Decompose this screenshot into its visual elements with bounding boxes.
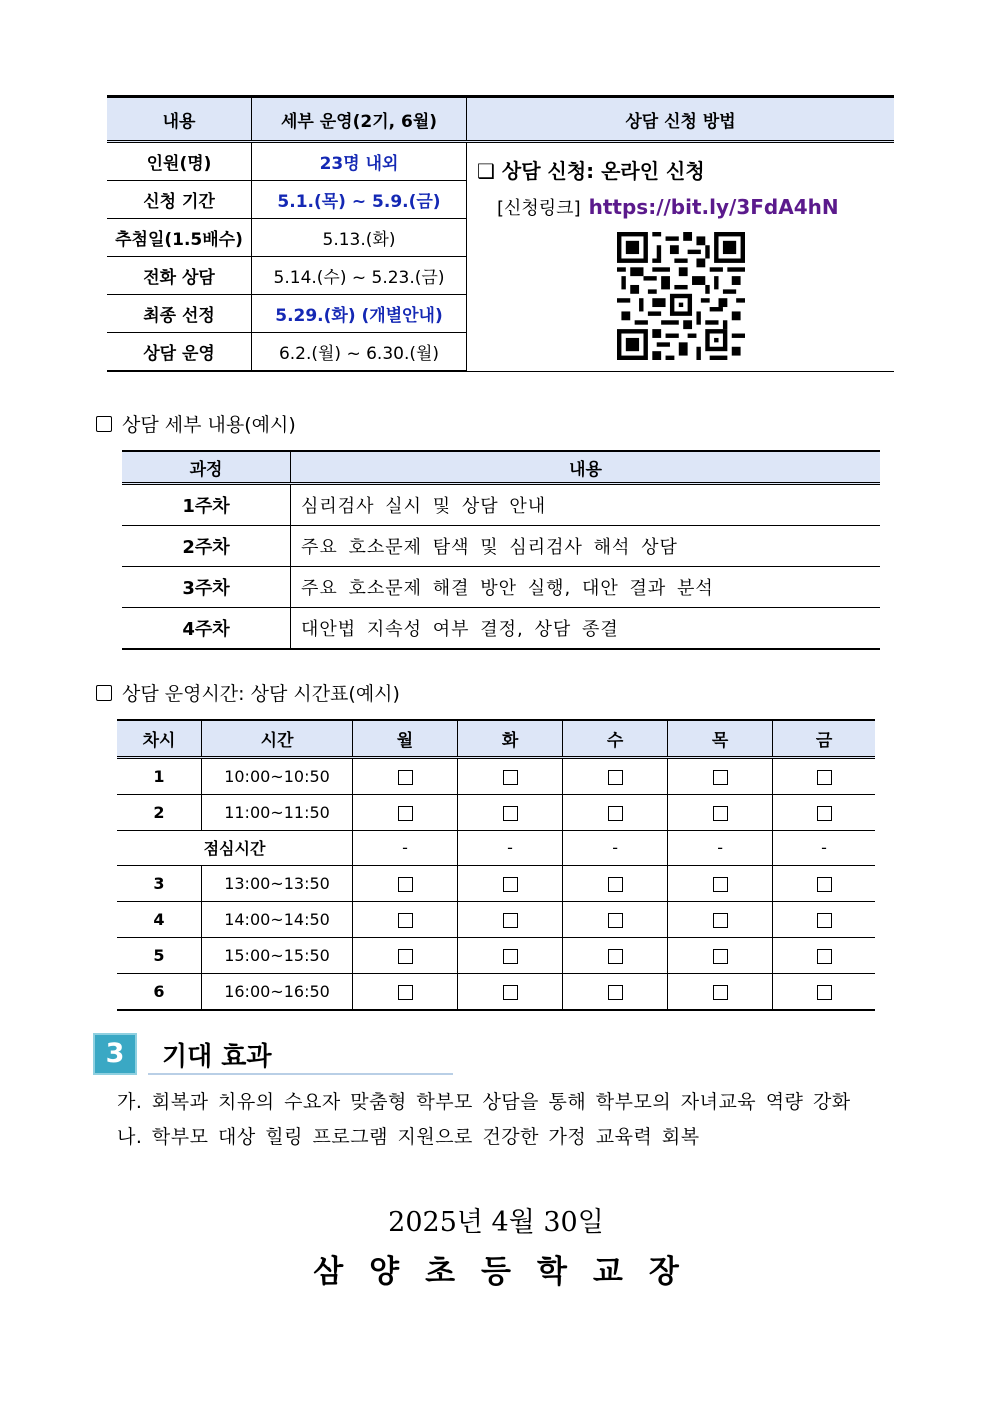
table-row — [122, 526, 880, 567]
schedule-table — [117, 719, 875, 1011]
slot-checkbox[interactable] — [398, 877, 413, 892]
slot-checkbox[interactable] — [713, 877, 728, 892]
session-number: 2 — [117, 794, 202, 830]
week-label: 2주차 — [122, 526, 291, 567]
table-row — [117, 937, 875, 973]
checkbox-icon — [96, 416, 112, 432]
detail-table — [122, 450, 880, 650]
row-value: 5.14.(수) ~ 5.23.(금) — [252, 257, 467, 295]
header-tue: 화 — [458, 720, 563, 758]
slot-checkbox[interactable] — [503, 770, 518, 785]
slot-checkbox[interactable] — [503, 806, 518, 821]
header-fri: 금 — [773, 720, 875, 758]
slot-checkbox[interactable] — [817, 877, 832, 892]
header-course: 과정 — [122, 451, 291, 484]
week-label: 4주차 — [122, 608, 291, 650]
slot-checkbox[interactable] — [713, 770, 728, 785]
section-underline — [148, 1073, 453, 1075]
header-method: 상담 신청 방법 — [467, 97, 895, 142]
slot-checkbox[interactable] — [398, 913, 413, 928]
slot-checkbox[interactable] — [817, 949, 832, 964]
week-content: 대안법 지속성 여부 결정, 상담 종결 — [291, 608, 881, 650]
slot-checkbox[interactable] — [608, 949, 623, 964]
effect-item: 가. 회복과 치유의 수요자 맞춤형 학부모 상담을 통해 학부모의 자녀교육 역량 강화 — [117, 1091, 851, 1113]
header-mon: 월 — [353, 720, 458, 758]
slot-checkbox[interactable] — [503, 913, 518, 928]
lunch-dash: - — [458, 830, 563, 866]
session-time: 16:00~16:50 — [202, 973, 353, 1009]
row-label: 최종 선정 — [107, 295, 252, 333]
link-line — [477, 194, 894, 220]
slot-checkbox[interactable] — [608, 985, 623, 1000]
method-title: ❑ 상담 신청: 온라인 신청 — [477, 159, 705, 183]
session-time: 15:00~15:50 — [202, 937, 353, 973]
row-label: 인원(명) — [107, 142, 252, 181]
session-time: 11:00~11:50 — [202, 794, 353, 830]
header-time: 시간 — [202, 720, 353, 758]
slot-checkbox[interactable] — [608, 877, 623, 892]
link-label: [신청링크] — [497, 198, 581, 219]
slot-checkbox[interactable] — [503, 877, 518, 892]
row-label: 전화 상담 — [107, 257, 252, 295]
slot-checkbox[interactable] — [817, 985, 832, 1000]
week-content: 주요 호소문제 탐색 및 심리검사 해석 상담 — [291, 526, 881, 567]
section-schedule-heading — [96, 679, 400, 706]
section-title: 기대 효과 — [162, 1042, 272, 1072]
lunch-dash: - — [773, 830, 875, 866]
slot-checkbox[interactable] — [398, 770, 413, 785]
header-session: 차시 — [117, 720, 202, 758]
section-detail-heading — [96, 410, 296, 437]
session-time: 10:00~10:50 — [202, 758, 353, 795]
school-principal: 삼양초등학교장 — [313, 1254, 705, 1290]
slot-checkbox[interactable] — [713, 913, 728, 928]
row-value: 5.29.(화) (개별안내) — [252, 295, 467, 333]
qr-code-icon[interactable] — [617, 232, 745, 360]
signup-link[interactable]: https://bit.ly/3FdA4hN — [588, 195, 839, 219]
row-value: 23명 내외 — [252, 142, 467, 181]
week-label: 1주차 — [122, 484, 291, 526]
row-value: 5.1.(목) ~ 5.9.(금) — [252, 181, 467, 219]
lunch-label: 점심시간 — [117, 830, 353, 866]
table-row — [122, 608, 880, 650]
session-number: 4 — [117, 902, 202, 938]
effect-item: 나. 학부모 대상 힐링 프로그램 지원으로 건강한 가정 교육력 회복 — [117, 1126, 700, 1148]
table-row — [117, 866, 875, 902]
slot-checkbox[interactable] — [608, 806, 623, 821]
header-thu: 목 — [668, 720, 773, 758]
slot-checkbox[interactable] — [608, 770, 623, 785]
slot-checkbox[interactable] — [817, 770, 832, 785]
row-value: 6.2.(월) ~ 6.30.(월) — [252, 333, 467, 372]
slot-checkbox[interactable] — [817, 913, 832, 928]
header-wed: 수 — [563, 720, 668, 758]
table-row — [117, 794, 875, 830]
slot-checkbox[interactable] — [713, 949, 728, 964]
row-value: 5.13.(화) — [252, 219, 467, 257]
session-time: 13:00~13:50 — [202, 866, 353, 902]
week-label: 3주차 — [122, 567, 291, 608]
slot-checkbox[interactable] — [713, 985, 728, 1000]
table-row — [122, 484, 880, 526]
table-row — [117, 758, 875, 795]
session-number: 3 — [117, 866, 202, 902]
session-time: 14:00~14:50 — [202, 902, 353, 938]
week-content: 심리검사 실시 및 상담 안내 — [291, 484, 881, 526]
application-table — [107, 95, 894, 372]
header-detail: 세부 운영(2기, 6월) — [252, 97, 467, 142]
table-row — [122, 567, 880, 608]
section-number-badge: 3 — [93, 1033, 137, 1075]
row-label: 상담 운영 — [107, 333, 252, 372]
slot-checkbox[interactable] — [398, 806, 413, 821]
lunch-dash: - — [668, 830, 773, 866]
slot-checkbox[interactable] — [503, 985, 518, 1000]
header-content: 내용 — [107, 97, 252, 142]
slot-checkbox[interactable] — [608, 913, 623, 928]
week-content: 주요 호소문제 해결 방안 실행, 대안 결과 분석 — [291, 567, 881, 608]
session-number: 1 — [117, 758, 202, 795]
session-number: 5 — [117, 937, 202, 973]
slot-checkbox[interactable] — [398, 949, 413, 964]
method-cell — [467, 142, 895, 372]
lunch-dash: - — [563, 830, 668, 866]
lunch-row — [117, 830, 875, 866]
slot-checkbox[interactable] — [398, 985, 413, 1000]
slot-checkbox[interactable] — [817, 806, 832, 821]
section-title: 상담 운영시간: 상담 시간표(예시) — [122, 683, 400, 705]
row-label: 추첨일(1.5배수) — [107, 219, 252, 257]
session-number: 6 — [117, 973, 202, 1009]
header-content: 내용 — [291, 451, 881, 484]
slot-checkbox[interactable] — [713, 806, 728, 821]
row-label: 신청 기간 — [107, 181, 252, 219]
section-title: 상담 세부 내용(예시) — [122, 414, 296, 436]
table-row — [117, 902, 875, 938]
table-row — [117, 973, 875, 1009]
slot-checkbox[interactable] — [503, 949, 518, 964]
document-date: 2025년 4월 30일 — [388, 1207, 604, 1238]
lunch-dash: - — [353, 830, 458, 866]
checkbox-icon — [96, 685, 112, 701]
